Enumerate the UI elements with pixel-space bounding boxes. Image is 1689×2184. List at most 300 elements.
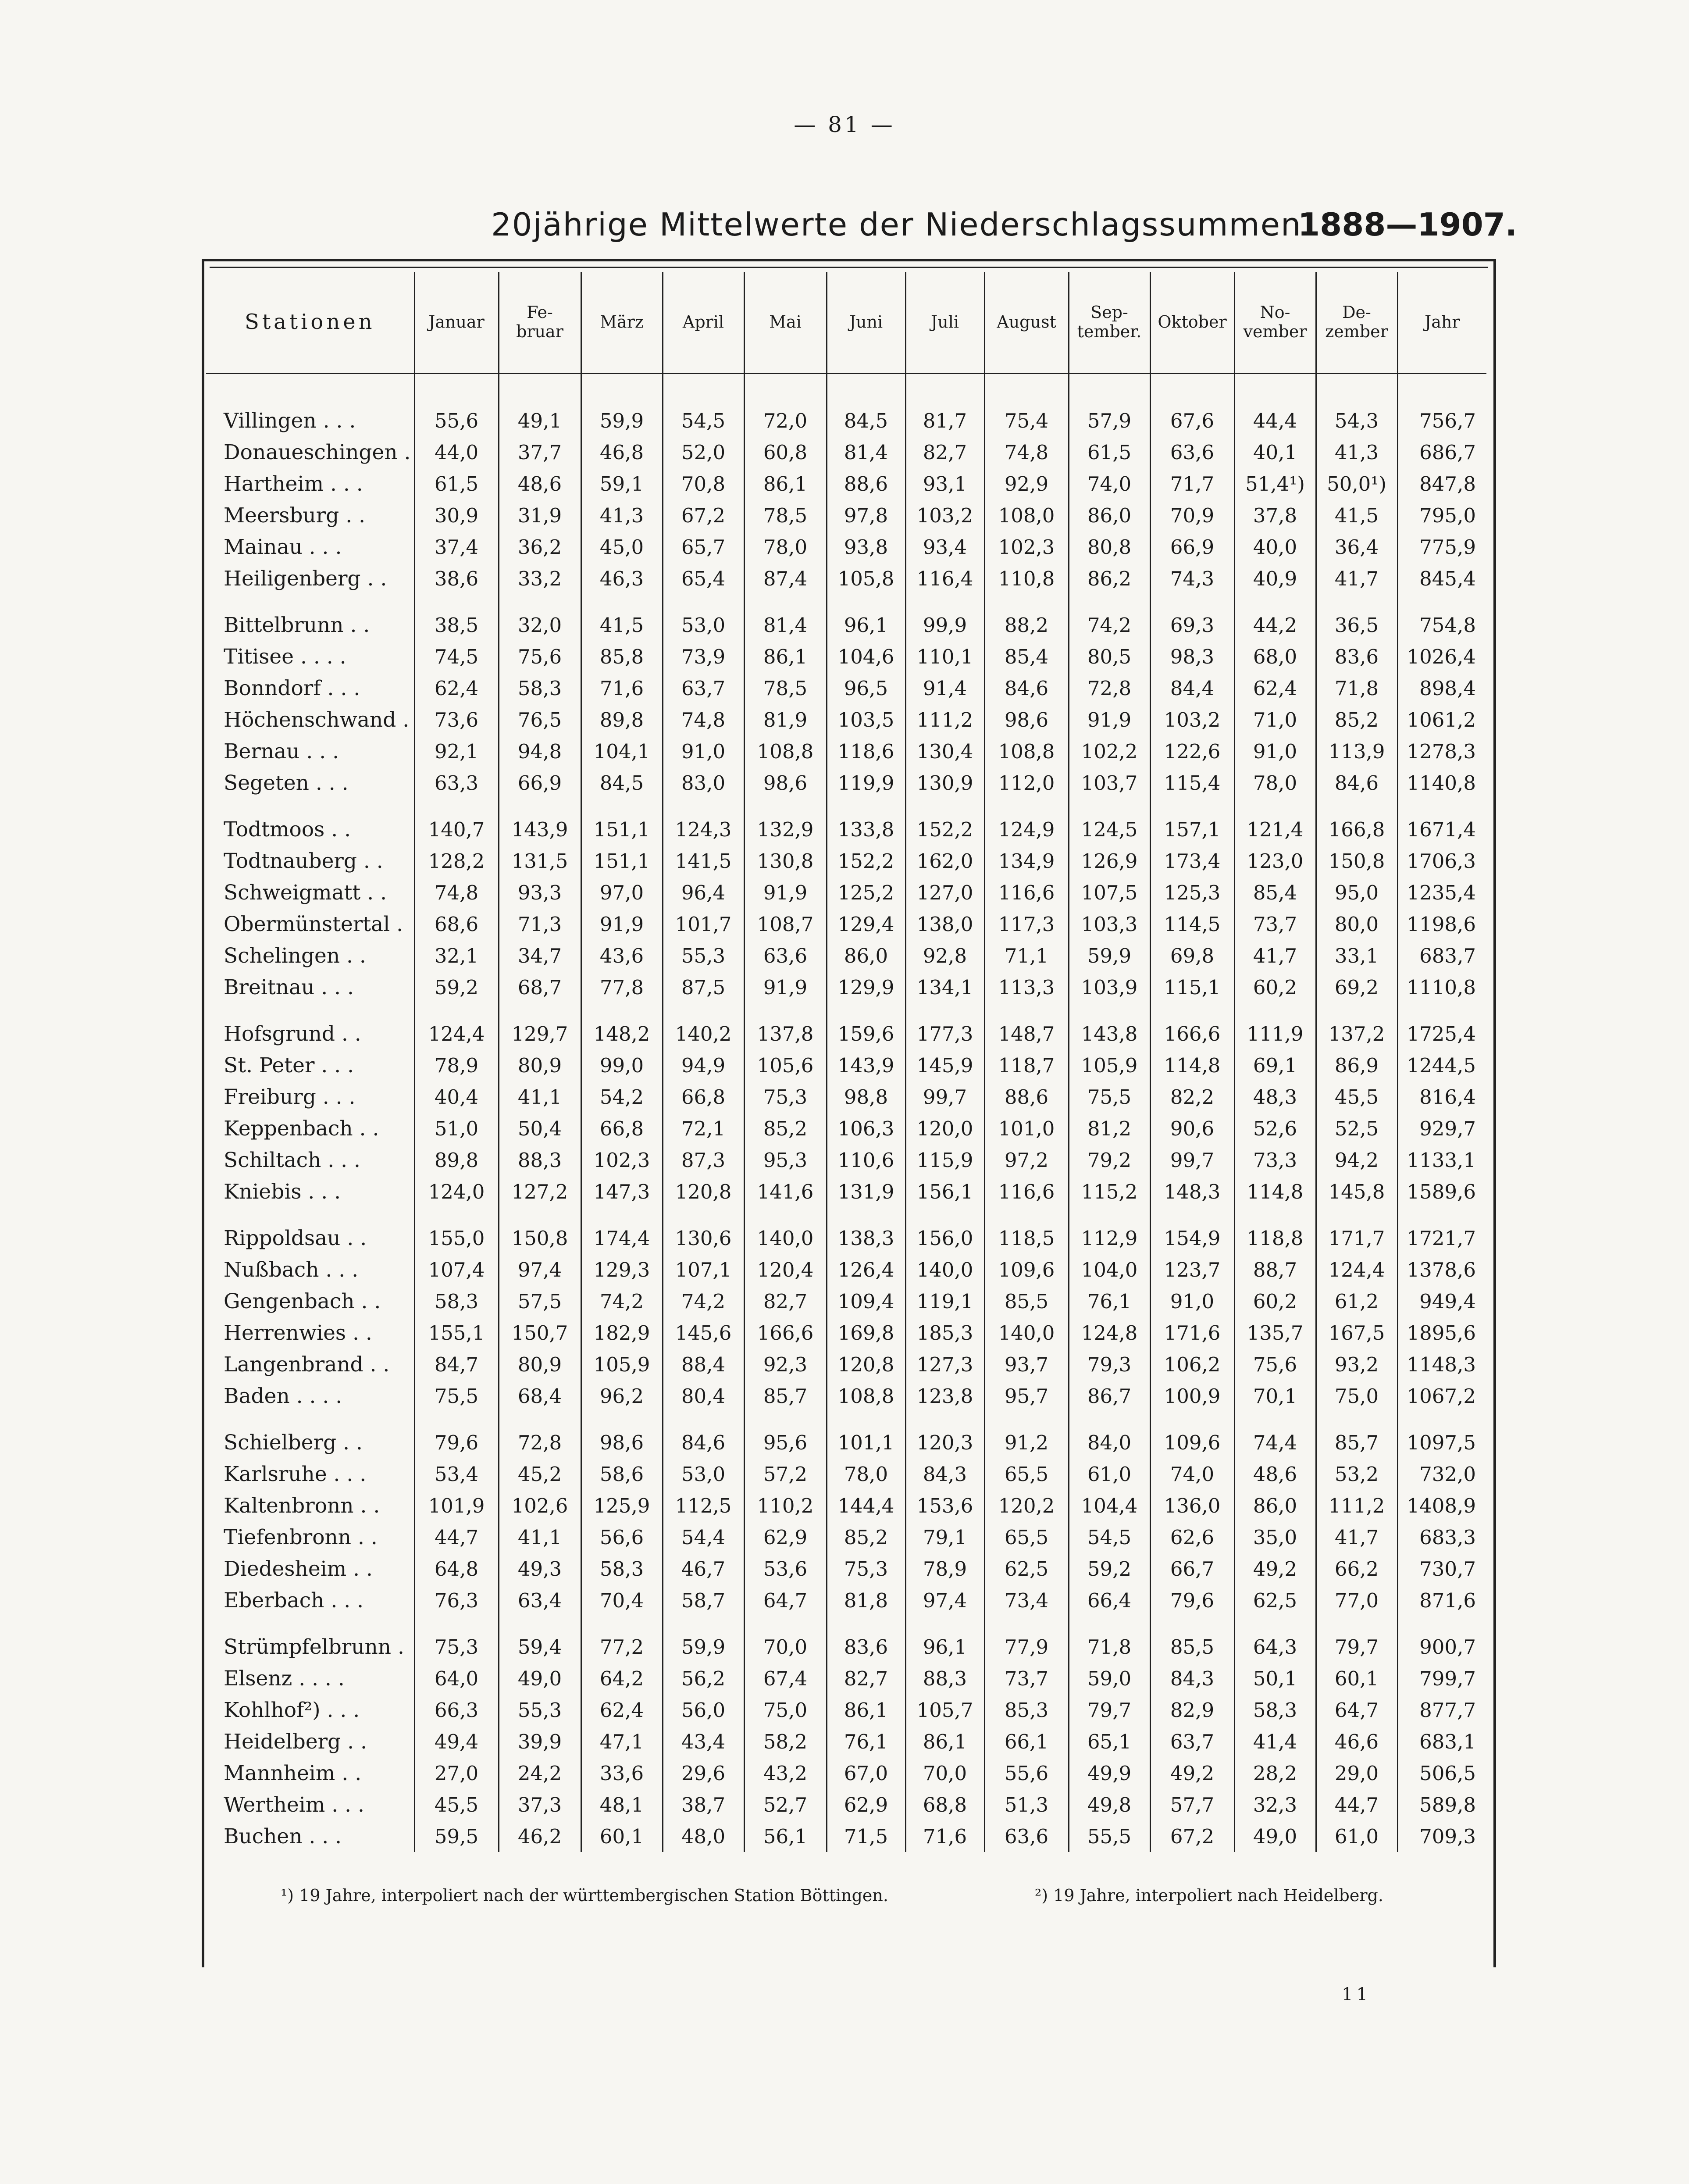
- month-value: 97,2: [984, 1144, 1069, 1176]
- month-value: 96,2: [581, 1380, 663, 1412]
- month-value: 49,4: [414, 1726, 499, 1757]
- month-value: 37,3: [499, 1789, 581, 1820]
- column-header: Fe- bruar: [499, 272, 581, 374]
- month-value: 111,2: [1316, 1490, 1397, 1521]
- station-name: Schielberg . .: [224, 1430, 363, 1455]
- month-value: 62,4: [581, 1694, 663, 1726]
- month-value: 138,0: [905, 908, 984, 940]
- station-name: Todtnauberg . .: [224, 849, 383, 873]
- month-value: 82,9: [1150, 1694, 1234, 1726]
- month-value: 121,4: [1234, 814, 1316, 845]
- month-value: 44,0: [414, 436, 499, 468]
- month-value: 87,3: [663, 1144, 744, 1176]
- year-total: 1140,8: [1397, 767, 1486, 799]
- month-value: 75,3: [744, 1081, 827, 1113]
- month-value: 49,1: [499, 374, 581, 437]
- spacer-cell: [581, 1207, 663, 1222]
- month-value: 99,9: [905, 609, 984, 641]
- month-value: 85,2: [1316, 704, 1397, 735]
- spacer-cell: [499, 594, 581, 609]
- month-value: 105,8: [827, 563, 905, 594]
- month-value: 86,1: [827, 1694, 905, 1726]
- month-value: 39,9: [499, 1726, 581, 1757]
- month-value: 86,7: [1069, 1380, 1150, 1412]
- group-spacer: [206, 1207, 1486, 1222]
- month-value: 93,3: [499, 877, 581, 908]
- spacer-cell: [1150, 799, 1234, 814]
- station-name: Meersburg . .: [224, 503, 366, 528]
- table-row: [206, 1458, 1486, 1490]
- month-value: 53,6: [744, 1553, 827, 1584]
- spacer-cell: [905, 799, 984, 814]
- station-name: Heidelberg . .: [224, 1729, 367, 1754]
- month-value: 59,9: [581, 374, 663, 437]
- month-value: 65,5: [984, 1458, 1069, 1490]
- month-value: 65,1: [1069, 1726, 1150, 1757]
- table-row: [206, 1285, 1486, 1317]
- month-value: 43,4: [663, 1726, 744, 1757]
- month-value: 131,9: [827, 1176, 905, 1207]
- month-value: 53,4: [414, 1458, 499, 1490]
- month-value: 148,3: [1150, 1176, 1234, 1207]
- month-value: 72,0: [744, 374, 827, 437]
- month-value: 101,1: [827, 1427, 905, 1458]
- month-value: 129,4: [827, 908, 905, 940]
- spacer-cell: [1069, 1207, 1150, 1222]
- month-value: 67,4: [744, 1663, 827, 1694]
- month-value: 75,5: [414, 1380, 499, 1412]
- month-value: 85,7: [1316, 1427, 1397, 1458]
- spacer-cell: [206, 594, 414, 609]
- spacer-cell: [827, 1003, 905, 1018]
- year-total: 1148,3: [1397, 1349, 1486, 1380]
- month-value: 83,6: [1316, 641, 1397, 672]
- month-value: 120,2: [984, 1490, 1069, 1521]
- month-value: 79,7: [1069, 1694, 1150, 1726]
- spacer-cell: [1397, 1412, 1486, 1427]
- month-value: 38,6: [414, 563, 499, 594]
- month-value: 61,0: [1069, 1458, 1150, 1490]
- month-value: 103,5: [827, 704, 905, 735]
- table-row: [206, 1380, 1486, 1412]
- station-name: Titisee . . . .: [224, 644, 346, 669]
- month-value: 66,2: [1316, 1553, 1397, 1584]
- month-value: 124,4: [1316, 1254, 1397, 1285]
- month-value: 106,2: [1150, 1349, 1234, 1380]
- month-value: 129,7: [499, 1018, 581, 1049]
- station-name: Segeten . . .: [224, 771, 349, 795]
- month-value: 169,8: [827, 1317, 905, 1349]
- month-value: 63,6: [744, 940, 827, 971]
- month-value: 151,1: [581, 845, 663, 877]
- month-value: 48,3: [1234, 1081, 1316, 1113]
- month-value: 81,8: [827, 1584, 905, 1616]
- spacer-cell: [827, 594, 905, 609]
- month-value: 37,8: [1234, 500, 1316, 531]
- month-value: 101,7: [663, 908, 744, 940]
- spacer-cell: [499, 799, 581, 814]
- month-value: 129,9: [827, 971, 905, 1003]
- month-value: 74,2: [581, 1285, 663, 1317]
- month-value: 67,6: [1150, 374, 1234, 437]
- table-row: [206, 971, 1486, 1003]
- spacer-cell: [414, 1207, 499, 1222]
- month-value: 74,3: [1150, 563, 1234, 594]
- spacer-cell: [1234, 799, 1316, 814]
- spacer-cell: [827, 1207, 905, 1222]
- month-value: 37,4: [414, 531, 499, 563]
- month-value: 115,4: [1150, 767, 1234, 799]
- month-value: 58,3: [414, 1285, 499, 1317]
- month-value: 76,1: [1069, 1285, 1150, 1317]
- month-value: 124,3: [663, 814, 744, 845]
- station-name: Bernau . . .: [224, 739, 339, 764]
- year-total: 683,7: [1397, 940, 1486, 971]
- month-value: 79,7: [1316, 1631, 1397, 1663]
- spacer-cell: [581, 1412, 663, 1427]
- month-value: 89,8: [581, 704, 663, 735]
- month-value: 124,5: [1069, 814, 1150, 845]
- month-value: 95,6: [744, 1427, 827, 1458]
- station-name: Villingen . . .: [224, 408, 356, 433]
- spacer-cell: [1397, 1003, 1486, 1018]
- month-value: 58,7: [663, 1584, 744, 1616]
- month-value: 166,6: [1150, 1018, 1234, 1049]
- table-row: [206, 1427, 1486, 1458]
- spacer-cell: [206, 1412, 414, 1427]
- month-value: 123,7: [1150, 1254, 1234, 1285]
- month-value: 111,9: [1234, 1018, 1316, 1049]
- month-value: 60,2: [1234, 971, 1316, 1003]
- spacer-cell: [1069, 1412, 1150, 1427]
- spacer-cell: [1234, 1616, 1316, 1631]
- month-value: 74,0: [1150, 1458, 1234, 1490]
- month-value: 97,8: [827, 500, 905, 531]
- spacer-cell: [581, 799, 663, 814]
- month-value: 86,2: [1069, 563, 1150, 594]
- month-value: 78,9: [905, 1553, 984, 1584]
- month-value: 96,1: [905, 1631, 984, 1663]
- month-value: 81,2: [1069, 1113, 1150, 1144]
- month-value: 167,5: [1316, 1317, 1397, 1349]
- month-value: 98,6: [984, 704, 1069, 735]
- table-row: [206, 1757, 1486, 1789]
- month-value: 91,2: [984, 1427, 1069, 1458]
- month-value: 131,5: [499, 845, 581, 877]
- month-value: 75,0: [744, 1694, 827, 1726]
- month-value: 104,6: [827, 641, 905, 672]
- station-name: Hofsgrund . .: [224, 1021, 361, 1046]
- group-spacer: [206, 594, 1486, 609]
- spacer-cell: [1234, 1207, 1316, 1222]
- month-value: 166,6: [744, 1317, 827, 1349]
- month-value: 62,5: [984, 1553, 1069, 1584]
- station-name: Mainau . . .: [224, 535, 342, 559]
- month-value: 75,5: [1069, 1081, 1150, 1113]
- spacer-cell: [499, 1616, 581, 1631]
- spacer-cell: [1316, 1207, 1397, 1222]
- table-row: [206, 374, 1486, 437]
- station-name: Diedesheim . .: [224, 1556, 373, 1581]
- spacer-cell: [744, 1616, 827, 1631]
- table-row: [206, 1490, 1486, 1521]
- year-total: 1895,6: [1397, 1317, 1486, 1349]
- month-value: 140,2: [663, 1018, 744, 1049]
- month-value: 88,3: [905, 1663, 984, 1694]
- month-value: 156,1: [905, 1176, 984, 1207]
- month-value: 64,7: [744, 1584, 827, 1616]
- month-value: 152,2: [827, 845, 905, 877]
- spacer-cell: [1069, 594, 1150, 609]
- table-row: [206, 1694, 1486, 1726]
- table-row: [206, 877, 1486, 908]
- precipitation-table: [206, 272, 1486, 1852]
- month-value: 76,1: [827, 1726, 905, 1757]
- month-value: 56,1: [744, 1820, 827, 1852]
- month-value: 116,4: [905, 563, 984, 594]
- spacer-cell: [581, 1003, 663, 1018]
- month-value: 58,3: [1234, 1694, 1316, 1726]
- table-row: [206, 672, 1486, 704]
- month-value: 68,7: [499, 971, 581, 1003]
- month-value: 136,0: [1150, 1490, 1234, 1521]
- month-value: 138,3: [827, 1222, 905, 1254]
- month-value: 140,0: [905, 1254, 984, 1285]
- year-total: 929,7: [1397, 1113, 1486, 1144]
- month-value: 44,7: [1316, 1789, 1397, 1820]
- month-value: 78,5: [744, 672, 827, 704]
- month-value: 91,9: [744, 971, 827, 1003]
- station-name: Obermünstertal .: [224, 912, 403, 936]
- month-value: 62,9: [744, 1521, 827, 1553]
- table-row: [206, 609, 1486, 641]
- month-value: 124,0: [414, 1176, 499, 1207]
- month-value: 118,6: [827, 735, 905, 767]
- month-value: 115,2: [1069, 1176, 1150, 1207]
- month-value: 74,8: [663, 704, 744, 735]
- month-value: 59,9: [663, 1631, 744, 1663]
- month-value: 48,0: [663, 1820, 744, 1852]
- station-name: Kaltenbronn . .: [224, 1493, 380, 1518]
- month-value: 41,5: [581, 609, 663, 641]
- spacer-cell: [1234, 594, 1316, 609]
- year-total: 847,8: [1397, 468, 1486, 500]
- month-value: 135,7: [1234, 1317, 1316, 1349]
- month-value: 45,0: [581, 531, 663, 563]
- month-value: 141,6: [744, 1176, 827, 1207]
- column-header: Mai: [744, 272, 827, 374]
- month-value: 66,9: [1150, 531, 1234, 563]
- month-value: 93,7: [984, 1349, 1069, 1380]
- month-value: 166,8: [1316, 814, 1397, 845]
- month-value: 35,0: [1234, 1521, 1316, 1553]
- month-value: 134,9: [984, 845, 1069, 877]
- month-value: 59,2: [414, 971, 499, 1003]
- month-value: 38,5: [414, 609, 499, 641]
- table-row: [206, 468, 1486, 500]
- month-value: 80,9: [499, 1349, 581, 1380]
- spacer-cell: [1150, 1412, 1234, 1427]
- month-value: 77,9: [984, 1631, 1069, 1663]
- month-value: 50,0¹): [1316, 468, 1397, 500]
- spacer-cell: [984, 594, 1069, 609]
- month-value: 97,4: [905, 1584, 984, 1616]
- month-value: 75,6: [1234, 1349, 1316, 1380]
- month-value: 71,5: [827, 1820, 905, 1852]
- month-value: 103,7: [1069, 767, 1150, 799]
- month-value: 103,9: [1069, 971, 1150, 1003]
- table-body: [206, 374, 1486, 1852]
- month-value: 74,2: [663, 1285, 744, 1317]
- spacer-cell: [499, 1207, 581, 1222]
- month-value: 98,8: [827, 1081, 905, 1113]
- month-value: 124,4: [414, 1018, 499, 1049]
- year-total: 877,7: [1397, 1694, 1486, 1726]
- month-value: 48,6: [1234, 1458, 1316, 1490]
- station-name: Hartheim . . .: [224, 471, 363, 496]
- month-value: 45,2: [499, 1458, 581, 1490]
- month-value: 96,5: [827, 672, 905, 704]
- month-value: 73,6: [414, 704, 499, 735]
- spacer-cell: [905, 1616, 984, 1631]
- month-value: 120,0: [905, 1113, 984, 1144]
- month-value: 95,3: [744, 1144, 827, 1176]
- month-value: 114,8: [1234, 1176, 1316, 1207]
- month-value: 94,8: [499, 735, 581, 767]
- header-stationen: Stationen: [206, 272, 414, 374]
- month-value: 46,6: [1316, 1726, 1397, 1757]
- month-value: 185,3: [905, 1317, 984, 1349]
- month-value: 57,9: [1069, 374, 1150, 437]
- month-value: 127,0: [905, 877, 984, 908]
- month-value: 85,8: [581, 641, 663, 672]
- table-row: [206, 641, 1486, 672]
- month-value: 74,8: [984, 436, 1069, 468]
- month-value: 92,9: [984, 468, 1069, 500]
- spacer-cell: [1316, 1412, 1397, 1427]
- period-label: 1888—1907.: [1298, 206, 1518, 243]
- month-value: 78,5: [744, 500, 827, 531]
- month-value: 123,8: [905, 1380, 984, 1412]
- month-value: 159,6: [827, 1018, 905, 1049]
- month-value: 118,8: [1234, 1222, 1316, 1254]
- month-value: 63,3: [414, 767, 499, 799]
- month-value: 62,9: [827, 1789, 905, 1820]
- column-header: Januar: [414, 272, 499, 374]
- month-value: 93,4: [905, 531, 984, 563]
- table-row: [206, 1726, 1486, 1757]
- month-value: 82,7: [744, 1285, 827, 1317]
- month-value: 65,7: [663, 531, 744, 563]
- month-value: 69,3: [1150, 609, 1234, 641]
- station-name: Rippoldsau . .: [224, 1226, 367, 1250]
- month-value: 112,5: [663, 1490, 744, 1521]
- spacer-cell: [1069, 1003, 1150, 1018]
- month-value: 120,3: [905, 1427, 984, 1458]
- month-value: 88,6: [984, 1081, 1069, 1113]
- month-value: 96,4: [663, 877, 744, 908]
- month-value: 66,8: [581, 1113, 663, 1144]
- spacer-cell: [414, 1412, 499, 1427]
- year-total: 589,8: [1397, 1789, 1486, 1820]
- month-value: 61,0: [1316, 1820, 1397, 1852]
- month-value: 59,2: [1069, 1553, 1150, 1584]
- month-value: 66,4: [1069, 1584, 1150, 1616]
- station-name: St. Peter . . .: [224, 1053, 354, 1078]
- month-value: 148,7: [984, 1018, 1069, 1049]
- spacer-cell: [1150, 594, 1234, 609]
- year-total: 1244,5: [1397, 1049, 1486, 1081]
- month-value: 120,4: [744, 1254, 827, 1285]
- month-value: 73,7: [984, 1663, 1069, 1694]
- month-value: 40,1: [1234, 436, 1316, 468]
- month-value: 108,8: [984, 735, 1069, 767]
- month-value: 48,1: [581, 1789, 663, 1820]
- month-value: 79,6: [1150, 1584, 1234, 1616]
- month-value: 104,1: [581, 735, 663, 767]
- month-value: 107,4: [414, 1254, 499, 1285]
- month-value: 145,6: [663, 1317, 744, 1349]
- page-title: 20jährige Mittelwerte der Niederschlagssummen.: [491, 206, 1313, 243]
- month-value: 52,6: [1234, 1113, 1316, 1144]
- month-value: 80,5: [1069, 641, 1150, 672]
- month-value: 108,7: [744, 908, 827, 940]
- month-value: 84,3: [1150, 1663, 1234, 1694]
- month-value: 31,9: [499, 500, 581, 531]
- table-row: [206, 1349, 1486, 1380]
- month-value: 78,0: [744, 531, 827, 563]
- station-name: Elsenz . . . .: [224, 1666, 345, 1691]
- table-row: [206, 735, 1486, 767]
- month-value: 74,2: [1069, 609, 1150, 641]
- month-value: 109,4: [827, 1285, 905, 1317]
- month-value: 72,8: [499, 1427, 581, 1458]
- month-value: 114,8: [1150, 1049, 1234, 1081]
- month-value: 91,0: [1234, 735, 1316, 767]
- group-spacer: [206, 1412, 1486, 1427]
- month-value: 157,1: [1150, 814, 1234, 845]
- month-value: 74,0: [1069, 468, 1150, 500]
- month-value: 44,4: [1234, 374, 1316, 437]
- month-value: 61,2: [1316, 1285, 1397, 1317]
- month-value: 71,8: [1316, 672, 1397, 704]
- month-value: 49,0: [1234, 1820, 1316, 1852]
- month-value: 129,3: [581, 1254, 663, 1285]
- month-value: 100,9: [1150, 1380, 1234, 1412]
- year-total: 775,9: [1397, 531, 1486, 563]
- month-value: 110,1: [905, 641, 984, 672]
- station-name: Wertheim . . .: [224, 1792, 364, 1817]
- year-total: 1198,6: [1397, 908, 1486, 940]
- month-value: 66,8: [663, 1081, 744, 1113]
- month-value: 107,5: [1069, 877, 1150, 908]
- year-total: 816,4: [1397, 1081, 1486, 1113]
- spacer-cell: [581, 1616, 663, 1631]
- sheet-number: 11: [1342, 1984, 1371, 2005]
- month-value: 95,0: [1316, 877, 1397, 908]
- month-value: 117,3: [984, 908, 1069, 940]
- month-value: 40,4: [414, 1081, 499, 1113]
- month-value: 80,0: [1316, 908, 1397, 940]
- month-value: 45,5: [1316, 1081, 1397, 1113]
- column-header: Juni: [827, 272, 905, 374]
- month-value: 88,2: [984, 609, 1069, 641]
- month-value: 156,0: [905, 1222, 984, 1254]
- station-name: Freiburg . . .: [224, 1085, 356, 1109]
- month-value: 62,4: [1234, 672, 1316, 704]
- month-value: 64,7: [1316, 1694, 1397, 1726]
- month-value: 61,5: [414, 468, 499, 500]
